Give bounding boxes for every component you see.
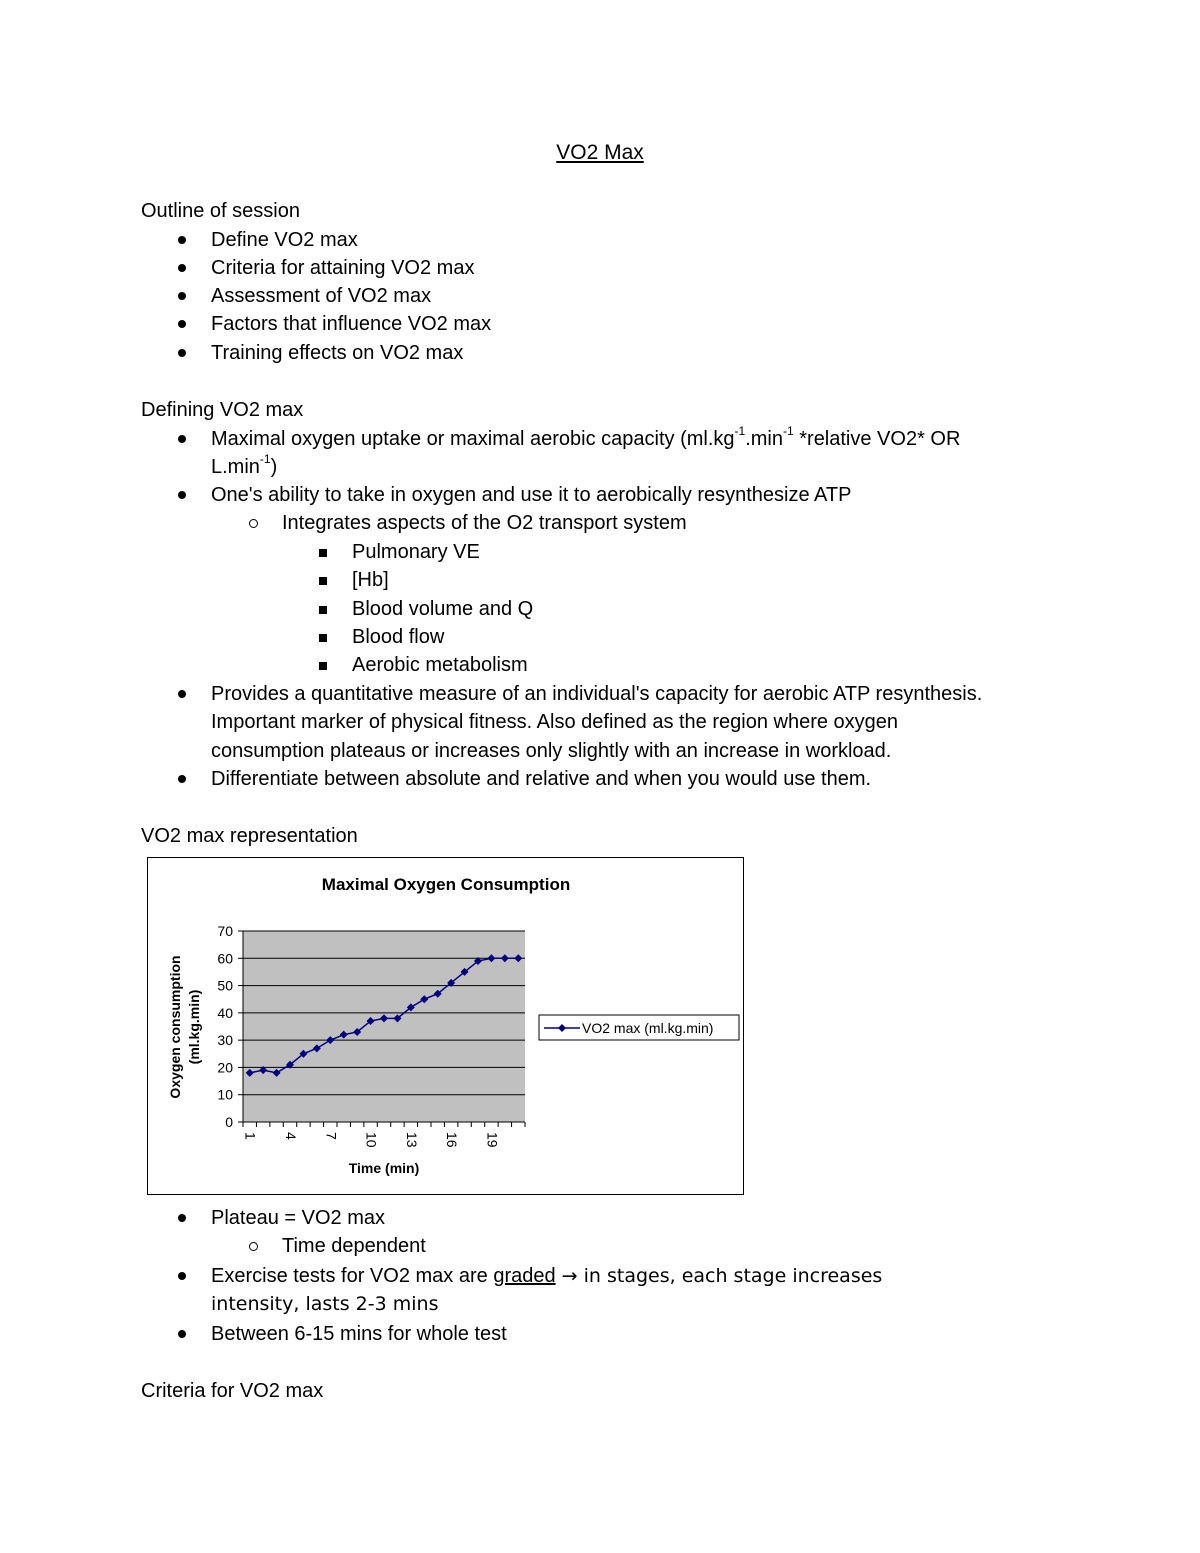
outline-item: Define VO2 max — [178, 226, 358, 254]
outline-item: Factors that influence VO2 max — [178, 310, 491, 338]
legend — [539, 1015, 739, 1040]
def-item-2-sub: Integrates aspects of the O2 transport system — [249, 509, 687, 537]
y-tick-label: 50 — [217, 977, 233, 994]
def-item-3-line-2: Important marker of physical fitness. Also defined as the region where oxygen — [211, 711, 899, 733]
chart-title: Maximal Oxygen Consumption — [321, 875, 571, 894]
y-axis-label-line-2: (ml.kg.min) — [186, 989, 202, 1065]
y-tick-label: 70 — [217, 923, 233, 939]
after-item-2: Exercise tests for VO2 max are graded → in stages, each stage increases — [178, 1262, 882, 1290]
x-tick-label: 4 — [283, 1132, 299, 1140]
outline-item: Training effects on VO2 max — [178, 339, 463, 367]
def-item-4: Differentiate between absolute and relative and when you would use them. — [178, 765, 871, 793]
def-subsub-item: [Hb] — [319, 566, 389, 594]
graded-link-text: graded — [493, 1265, 556, 1287]
y-tick-label: 10 — [217, 1086, 233, 1103]
def-item-3-line-3: consumption plateaus or increases only slightly with an increase in workload. — [211, 740, 892, 762]
def-subsub-item: Aerobic metabolism — [319, 651, 528, 679]
representation-heading: VO2 max representation — [141, 825, 358, 847]
defining-heading: Defining VO2 max — [141, 399, 304, 421]
criteria-heading: Criteria for VO2 max — [141, 1380, 324, 1402]
after-item-3: Between 6-15 mins for whole test — [178, 1320, 507, 1348]
after-item-1: Plateau = VO2 max — [178, 1204, 385, 1232]
y-tick-label: 30 — [217, 1032, 233, 1049]
vo2-chart — [147, 857, 744, 1195]
def-subsub-item: Blood flow — [319, 623, 444, 651]
y-tick-label: 40 — [217, 1004, 233, 1021]
outline-heading: Outline of session — [141, 200, 300, 222]
x-tick-label: 7 — [323, 1132, 340, 1140]
y-axis-label-line-1: Oxygen consumption — [167, 955, 183, 1099]
x-tick-label: 10 — [363, 1132, 380, 1148]
def-subsub-item: Pulmonary VE — [319, 538, 480, 566]
page-title: VO2 Max — [556, 141, 644, 164]
y-tick-label: 20 — [217, 1059, 233, 1076]
x-tick-label: 19 — [484, 1132, 501, 1148]
def-item-3: Provides a quantitative measure of an individual's capacity for aerobic ATP resynthesis. — [178, 680, 982, 708]
def-subsub-item: Blood volume and Q — [319, 595, 533, 623]
def-item-1: Maximal oxygen uptake or maximal aerobic capacity ($ml.kg^{-1}.\min^{-1}$ *relative VO2* OR — [178, 425, 960, 453]
x-axis-label: Time (min) — [348, 1160, 420, 1176]
def-item-1-cont: $L.\min^{-1}$) — [211, 452, 278, 478]
outline-item: Criteria for attaining VO2 max — [178, 254, 474, 282]
def-item-2: One's ability to take in oxygen and use it to aerobically resynthesize ATP — [178, 481, 851, 509]
x-tick-label: 16 — [444, 1132, 461, 1148]
after-item-1-sub: Time dependent — [249, 1232, 426, 1260]
chart-svg — [148, 858, 742, 1193]
x-tick-label: 1 — [242, 1132, 259, 1140]
x-tick-label: 13 — [403, 1132, 420, 1148]
outline-item: Assessment of VO2 max — [178, 282, 431, 310]
legend-label: VO2 max (ml.kg.min) — [582, 1020, 714, 1036]
y-tick-label: 60 — [217, 950, 233, 967]
after-item-2-cont: intensity, lasts 2-3 mins — [211, 1293, 439, 1315]
y-tick-label: 0 — [225, 1114, 233, 1130]
